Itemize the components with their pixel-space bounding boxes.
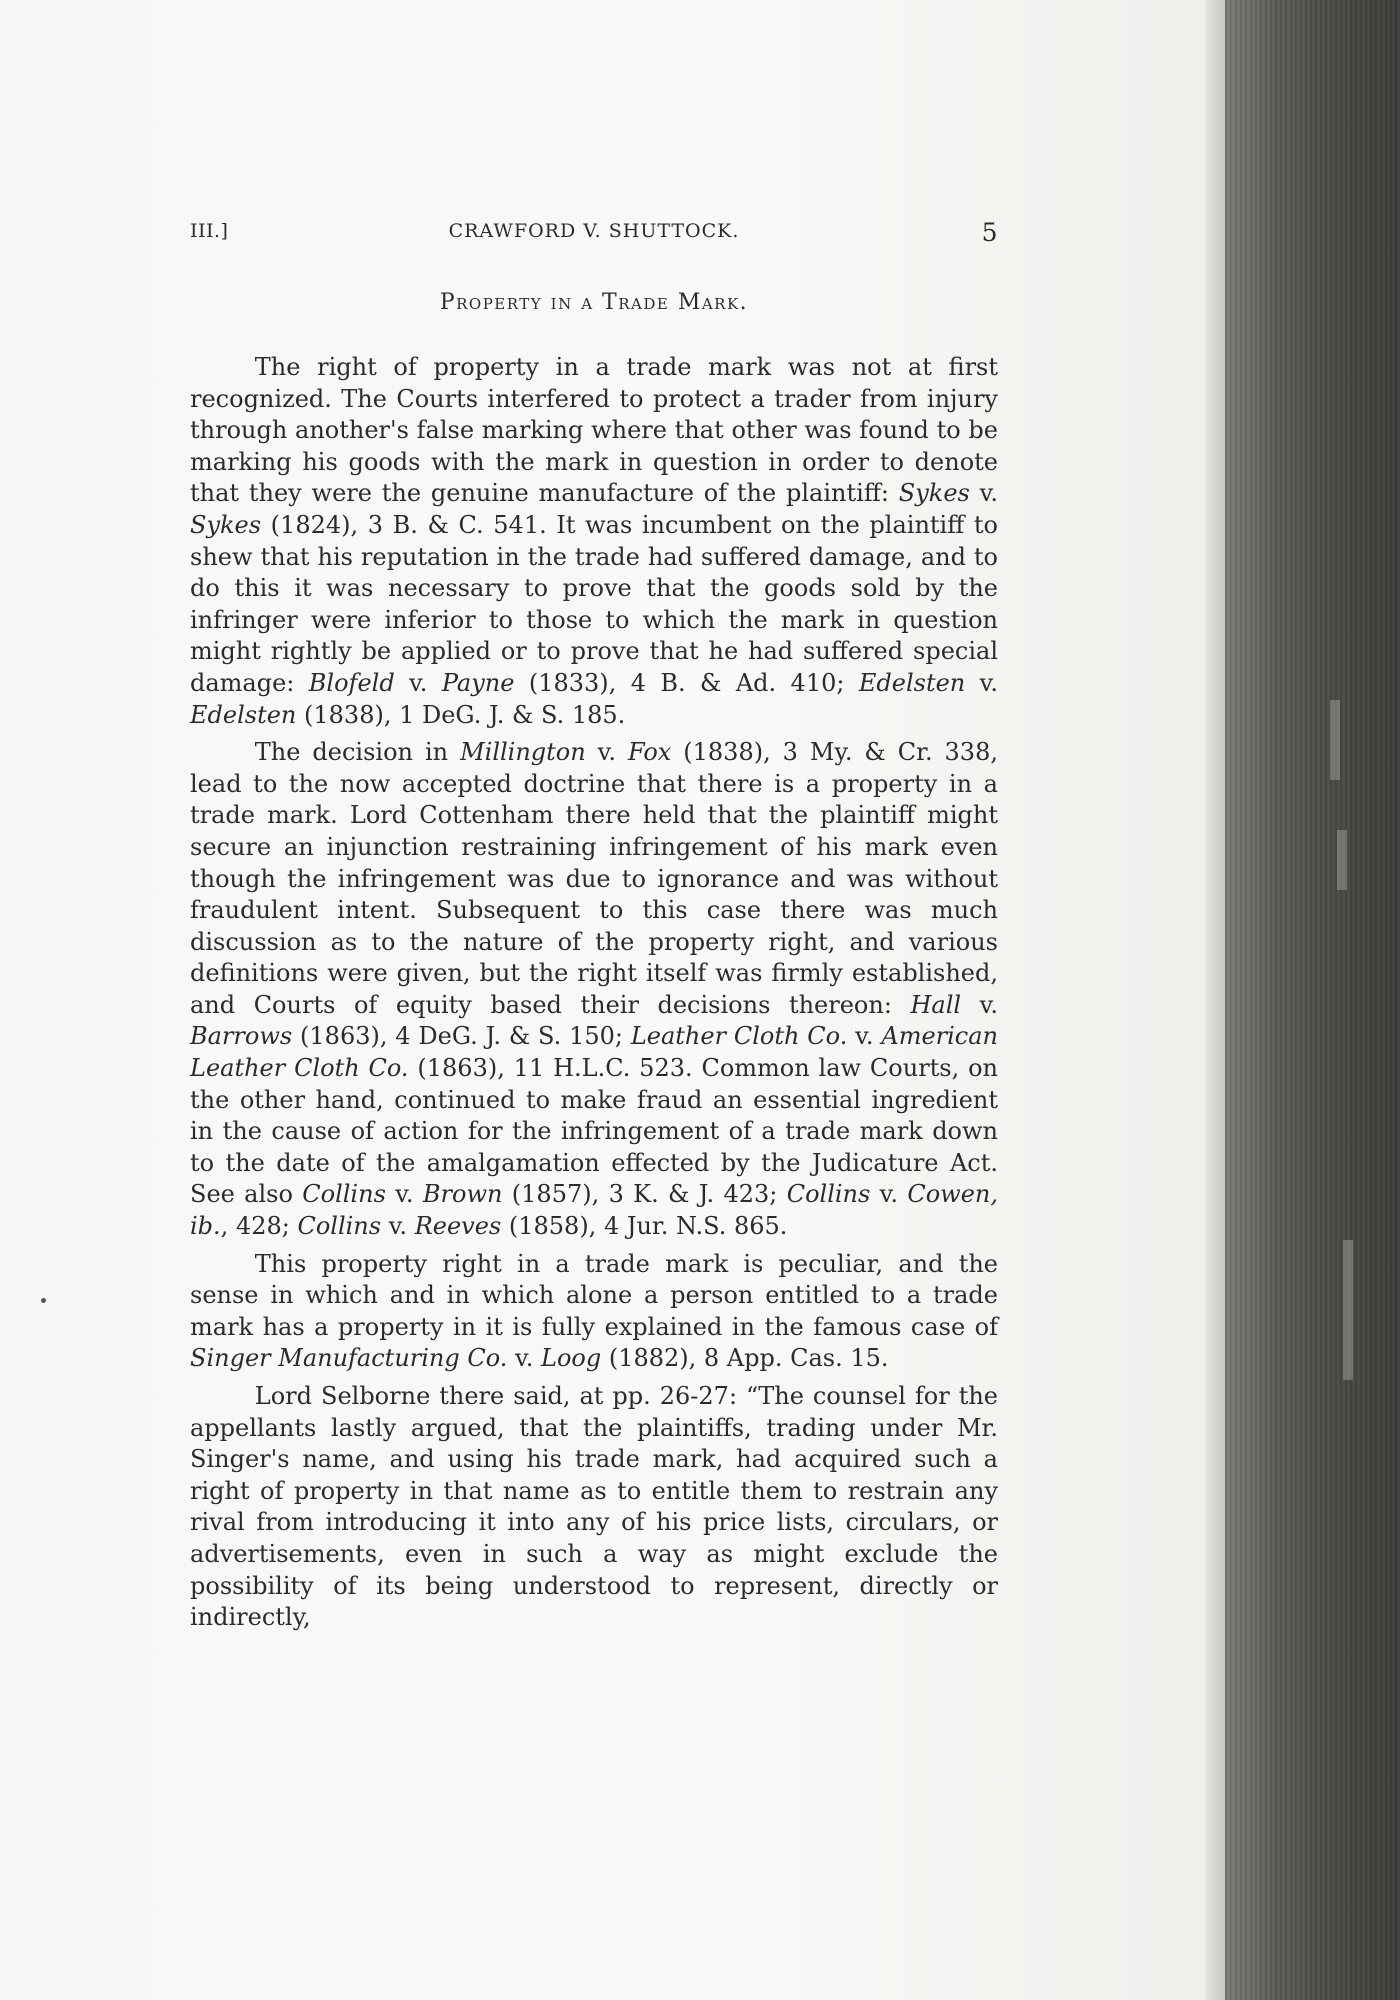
text-run: (1858), 4 Jur. N.S. 865. — [501, 1212, 788, 1241]
case-name: Edelsten — [858, 668, 966, 697]
case-name: Brown — [422, 1180, 503, 1209]
text-run: (1863), 4 DeG. J. & S. 150; — [292, 1022, 631, 1051]
text-run: (1863), 11 H.L.C. 523. Common law Courts, on the other hand, continued to make fraud an essential ingredient in the cause of action for the infringement of a trade mark down to the date of the amalgamation effected by the Judicature Act. See also — [190, 1054, 999, 1209]
text-run: v. — [585, 738, 628, 767]
case-name: Collins — [297, 1212, 382, 1241]
case-name: Barrows — [190, 1022, 293, 1051]
case-name: Singer Manufacturing Co. — [190, 1344, 508, 1373]
chapter-marker: III.] — [190, 220, 229, 242]
case-name: Reeves — [414, 1212, 502, 1241]
text-run: v. — [961, 990, 999, 1019]
paragraph — [190, 1249, 998, 1375]
text-run: v. — [385, 1180, 423, 1209]
text-run: This property right in a trade mark is peculiar, and the sense in which and in which alone a person entitled to a trade mark has a property in it is fully explained in the famous case of — [190, 1249, 998, 1341]
section-title: Property in a Trade Mark. — [439, 290, 749, 315]
case-name: American Leather Cloth Co. — [190, 1022, 999, 1083]
case-name: Hall — [910, 990, 962, 1019]
case-name: Collins — [302, 1180, 386, 1209]
case-name: Collins — [786, 1180, 871, 1209]
paragraph — [190, 737, 998, 1243]
book-edge — [1225, 0, 1400, 2000]
margin-speck — [41, 1298, 46, 1303]
page-gutter — [1205, 0, 1225, 2000]
edge-mark — [1343, 1240, 1353, 1380]
text-run: v. — [381, 1212, 415, 1241]
text-run: Lord Selborne there said, at pp. 26-27: “The counsel for the appellants lastly argued, that the plaintiffs, trading under Mr. Singer's name, and using his trade mark, had acquired such a right of property in that name as to entitle them to restrain any rival from introducing it into any of his price lists, circulars, or advertisements, even in such a way as might exclude the possibility of its being understood to represent, directly or indirectly, — [190, 1382, 998, 1632]
paragraph — [190, 352, 998, 731]
edge-mark — [1330, 700, 1340, 780]
case-name: Loog — [541, 1344, 602, 1373]
case-name: Edelsten — [190, 700, 297, 729]
paragraph — [190, 1381, 998, 1634]
text-run: v. — [394, 668, 442, 697]
text-run: (1882), 8 App. Cas. 15. — [601, 1344, 889, 1373]
text-run: (1824), 3 B. & C. 541. It was incumbent on the plaintiff to shew that his reputation in the trade had suffered damage, and to do this it was necessary to prove that the goods sold by the infringer were inferior to those to which the mark in question might rightly be applied or to prove that he had suffered special damage: — [190, 510, 998, 697]
text-run: The decision in — [254, 738, 461, 767]
text-run: v. — [507, 1344, 541, 1373]
text-run: (1838), 1 DeG. J. & S. 185. — [296, 700, 626, 729]
text-run: (1838), 3 My. & Cr. 338, lead to the now accepted doctrine that there is a property in a trade mark. Lord Cottenham there held that the plaintiff might secure an injunction restraining infringement of his mark even though the infringement was due to ignorance and was without fraudulent intent. Subsequent to this case there was much discussion as to the nature of the property right, and various definitions were given, but the right itself was firmly established, and Courts of equity based their decisions thereon: — [190, 738, 998, 1019]
text-run: v. — [847, 1022, 882, 1051]
case-name: Leather Cloth Co. — [630, 1022, 848, 1051]
case-title: CRAWFORD V. SHUTTOCK. — [448, 220, 740, 242]
text-run: v. — [870, 1180, 908, 1209]
case-name: Payne — [441, 668, 515, 697]
text-run: , 428; — [220, 1212, 298, 1241]
text-run: (1857), 3 K. & J. 423; — [502, 1180, 787, 1209]
case-name: Sykes — [898, 479, 970, 508]
text-run: v. — [965, 668, 998, 697]
running-head — [190, 220, 998, 250]
edge-mark — [1337, 830, 1347, 890]
text-run: v. — [969, 479, 998, 508]
page-number: 5 — [981, 218, 998, 247]
text-run: (1833), 4 B. & Ad. 410; — [514, 668, 859, 697]
case-name: Fox — [627, 738, 672, 767]
case-name: Sykes — [190, 510, 262, 539]
case-name: Cowen, ib. — [190, 1180, 998, 1241]
text-run: The right of property in a trade mark was not at first recognized. The Courts interfered to protect a trader from injury through another's false marking where that other was found to be marking his goods with the mark in question in order to denote that they were the genuine manufacture of the plaintiff: — [190, 353, 998, 508]
case-name: Blofeld — [308, 668, 395, 697]
body-text — [190, 352, 998, 1634]
case-name: Millington — [460, 738, 586, 767]
